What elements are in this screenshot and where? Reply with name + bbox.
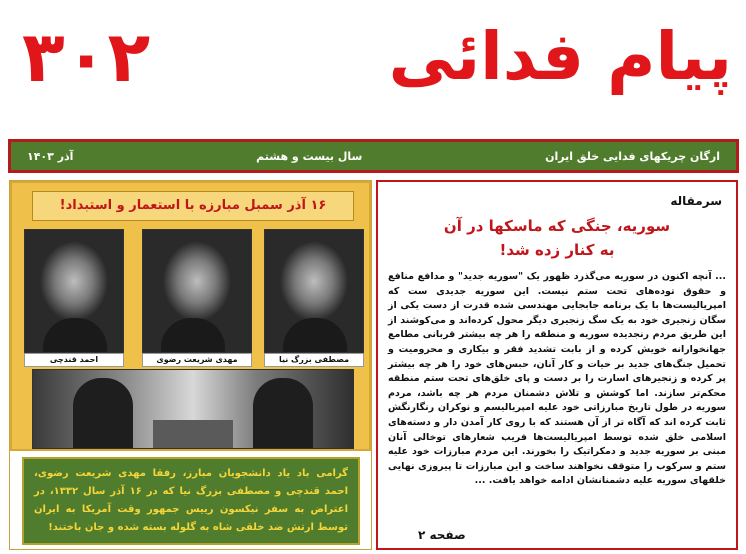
- page-reference: صفحه ۲: [418, 528, 466, 542]
- organization-name: ارگان چریکهای فدایی خلق ایران: [545, 149, 720, 163]
- photo-figure: [73, 378, 133, 448]
- issue-number: ۳۰۲: [22, 16, 151, 98]
- photo-panel: [10, 181, 371, 451]
- issue-date: آذر ۱۴۰۳: [27, 149, 74, 163]
- editorial-body: ... آنچه اکنون در سوریه می‌گذرد ظهور یک "سوریه جدید" و مدافع منافع و حقوق توده‌های تحت ستم نیست. این سوریه جدیدی ست که امپریالیست‌ها با یک برنامه جابجایی مهندسی شده قدرت از دست یکی از سگان زنجیری خود به یک سگ زنجیری دیگر محول کرده‌اند و می‌کوشند از این طریق مردم رنجدیده سوریه و منطقه را هر چه بیشتر قربانی مطامع جهانخوارانه خویش کرده و از بابت تشدید فقر و بیکاری و محرومیت و تحمیل جنگ‌های جدید بر حیات و کار آنان، حبس‌های خود را هر چه بیشتر پر کرده و زنجیرهای اسارت را بر دست و پای خلق‌های تحت ستم منطقه محکم‌تر سازند. اما کوشش و تلاش دشمنان مردم هر چه باشد، مردم سوریه در طول تاریخ مبارزاتی خود علیه امپریالیسم و نوکران رنگارنگش ثابت کرده اند که آگاه تر از آن هستند که با روی کار آمدن دار و دسته‌های اسلامی خلق شده توسط امپریالیست‌ها فریب شعارهای توخالی آنان مبنی بر سوریه جدید و دمکراتیک را بخورند. این مردم مبارزات خود علیه ستم و سرکوب را متوقف نخواهند ساخت و این مبارزات تا پیروزی نهایی خلقهای سوریه علیه دشمنانشان ادامه خواهد یافت. ...: [388, 271, 726, 487]
- info-bar: [8, 139, 739, 173]
- photo-figure: [253, 378, 313, 448]
- historic-photo: [32, 369, 354, 449]
- masthead-title: پیام فدائی: [388, 18, 732, 95]
- section-label: سرمقاله: [670, 194, 722, 208]
- portrait-photo: [142, 229, 252, 353]
- portrait-name: مهدی شریعت رضوی: [142, 353, 252, 367]
- memorial-text: گرامی باد یاد دانشجویان مبارز، رفقا مهدی شریعت رضوی، احمد قندچی و مصطفی بزرگ نیا که در ۱۶ آذر سال ۱۳۳۲، در اعتراض به سفر نیکسون رییس جمهور وقت آمریکا به ایران توسط ارتش ضد خلقی شاه به گلوله بسته شده و جان باختند!: [22, 457, 360, 545]
- photo-table: [153, 420, 233, 448]
- headline-line: به کنار زده شد!: [499, 241, 615, 259]
- volume-label: سال بیست و هشتم: [256, 149, 363, 163]
- banner-caption: ۱۶ آذر سمبل مبارزه با استعمار و استبداد!: [32, 191, 354, 221]
- left-column: [9, 180, 372, 550]
- portrait-photo: [264, 229, 364, 353]
- portrait-photo: [24, 229, 124, 353]
- editorial-box: [376, 180, 738, 550]
- headline-line: سوریه، جنگی که ماسکها در آن: [443, 217, 671, 235]
- editorial-headline: [388, 214, 726, 262]
- portrait-name: مصطفی بزرگ نیا: [264, 353, 364, 367]
- portrait-name: احمد قندچی: [24, 353, 124, 367]
